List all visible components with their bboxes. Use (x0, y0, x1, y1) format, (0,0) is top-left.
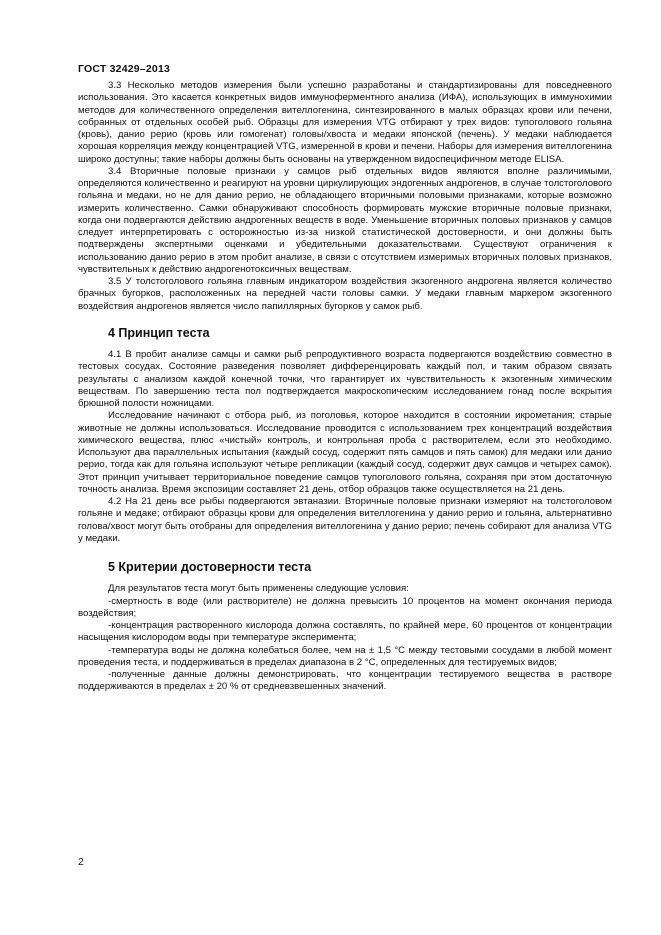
paragraph-4-1-continued: Исследование начинают с отбора рыб, из поголовья, которое находится в состоянии икрометания; старые животные не должны использоваться. Исследование проводится с использованием трех концентраций воздействия химического вещества, плюс «чистый» контроль, и контрольная проба с растворителем, если это необходимо. Используют два параллельных испытания (каждый сосуд, содержит пять самцов и пять самок) для медаки или данио рерио, тогда как для гольяна используют четыре репликации (каждый сосуд, содержит двух самцов и четырех самок). Этот принцип учитывает территориальное поведение самцов тупоголового гольяна, сохраняя при этом достаточную точность анализа. Время экспозиции составляет 21 день, отбор образцов также осуществляется на 21 день. (78, 410, 612, 495)
paragraph-4-1: 4.1 В пробит анализе самцы и самки рыб репродуктивного возраста подвергаются воздействию совместно в тестовых сосудах. Состояние разведения позволяет дифференцировать каждый пол, и таким образом связать результаты с анализом каждой конечной точки, что гарантирует их чувствительность к экзогенным химическим веществам. По завершению теста пол подтверждается макроскопическим исследованием гонад после вскрытия брюшной полости ножницами. (78, 349, 612, 409)
criteria-intro: Для результатов теста могут быть применены следующие условия: (108, 583, 409, 595)
paragraph-4-2: 4.2 На 21 день все рыбы подвергаются эвтаназии. Вторичные половые признаки измеряют на толстоголовом гольяне и медаке; отбирают образцы крови для определения вителлогенина у данио рерио и гольяна, альтернативно голова/хвост могут быть отобраны для определения вителлогенина у данио рерио; печень собирают для анализа VTG у медаки. (78, 496, 612, 544)
page-number: 2 (78, 856, 84, 868)
criteria-item: -концентрация растворенного кислорода должна составлять, по крайней мере, 60 процентов от концентрации насыщения кислородом воды при температуре эксперимента; (78, 620, 612, 644)
paragraph-3-4: 3.4 Вторичные половые признаки у самцов рыб отдельных видов являются вполне различимыми, определяются количественно и реагируют на уровни циркулирующих эндогенных андрогенов, в случае толстоголового гольяна и медаки, но не для данио рерио, не обладающего вторичными половыми признаками, которые возможно измерить количественно. Самки обнаруживают способность формировать мужские вторичные половые признаки, когда они подвергаются действию андрогенных веществ в воде. Уменьшение вторичных половых признаков у самцов следует интерпретировать с осторожностью из-за низкой статистической достоверности, и они должны быть подтверждены экспертными оценками и убедительными доказательствами. Существуют ограничения к использованию данио рерио в этом пробит анализе, в связи с отсутствием измеримых вторичных половых признаков, чувствительных к действию андрогенотоксичных веществам. (78, 165, 612, 275)
standard-header: ГОСТ 32429–2013 (78, 63, 171, 75)
section-4-heading: 4 Принцип теста (108, 325, 210, 340)
paragraph-3-3: 3.3 Несколько методов измерения были успешно разработаны и стандартизированы для повседневного использования. Это касается конкретных видов иммуноферментного анализа (ИФА), использующих в иммунохимии методов для количественного определения вителлогенина, синтезированного в малых образцах крови или печени, собранных от отдельных особей рыб. Образцы для измерения VTG отбирают у трех видов: тупоголового гольяна (кровь), данио рерио (кровь или гомогенат) головы/хвоста и медаки японской (печень). У медаки наблюдается хорошая корреляция между концентрацией VTG, измеренной в крови и печени. Наборы для измерения вителлогенина широко доступны; такие наборы должны быть основаны на утвержденном видоспецифичном методе ELISA. (78, 80, 612, 165)
criteria-item: -смертность в воде (или растворителе) не должна превысить 10 процентов на момент окончания периода воздействия; (78, 595, 612, 619)
validity-criteria-list (78, 583, 612, 693)
section-5-heading: 5 Критерии достоверности теста (108, 560, 312, 574)
page-content (78, 80, 612, 694)
criteria-item: -полученные данные должны демонстрировать, что концентрации тестируемого вещества в растворе поддерживаются в пределах ± 20 % от средневзвешенных значений. (78, 669, 612, 693)
criteria-item: -температура воды не должна колебаться более, чем на ± 1,5 °С между тестовыми сосудами в любой момент проведения теста, и поддерживаться в пределах диапазона в 2 °С, определенных для тестируемых видов; (78, 644, 612, 668)
paragraph-3-5: 3.5 У толстоголового гольяна главным индикатором воздействия экзогенного андрогена является количество брачных бугорков, расположенных на передней части головы самки. У медаки главным маркером экзогенного воздействия андрогенов является число папиллярных бугорков у самок рыб. (78, 276, 612, 312)
